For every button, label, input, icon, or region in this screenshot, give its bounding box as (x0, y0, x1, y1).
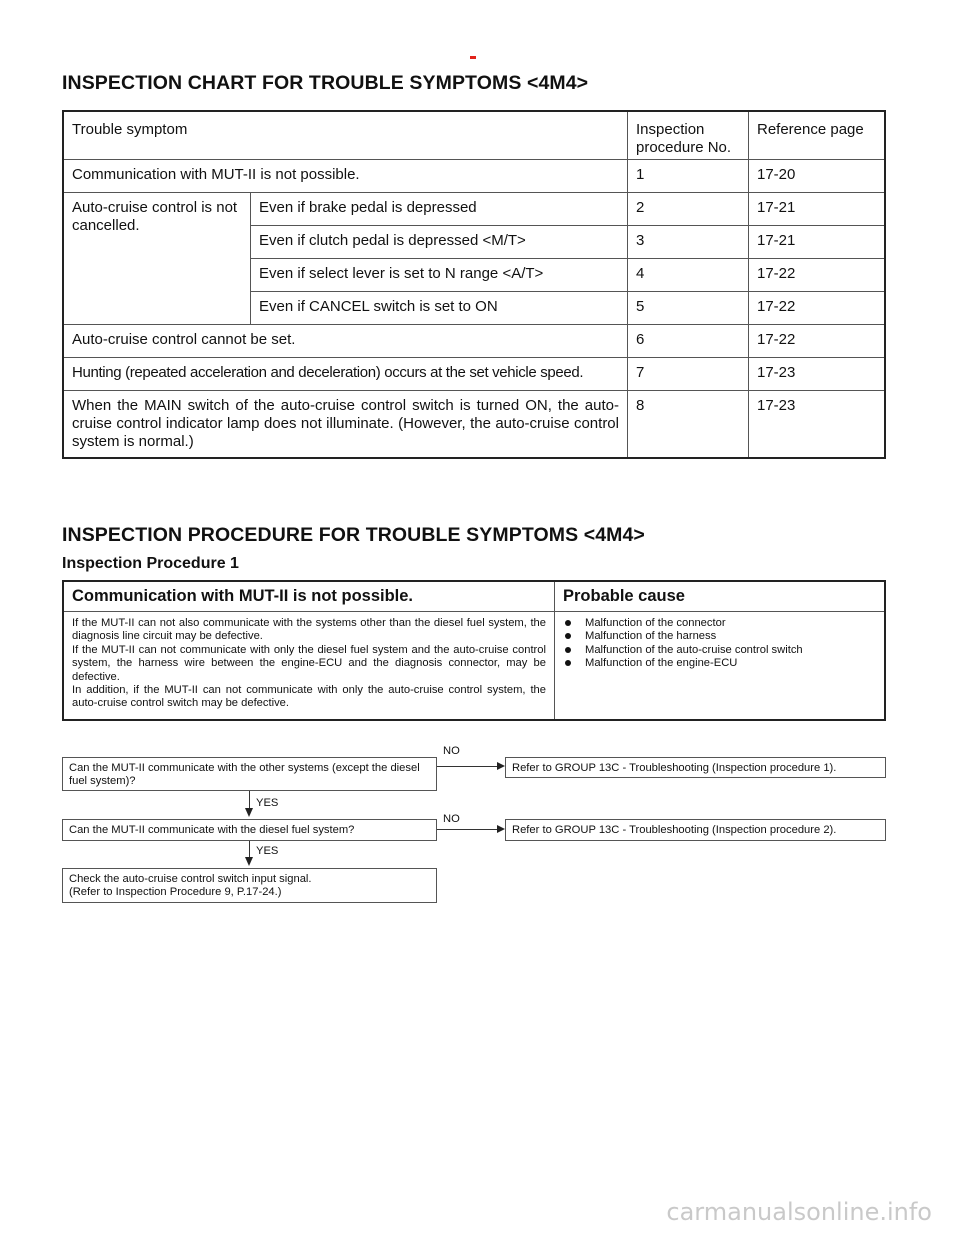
arrow-right-icon (497, 825, 505, 833)
header-reference-page: Reference page (749, 111, 886, 160)
procedure-no-cell: 6 (628, 325, 749, 358)
description-paragraph: If the MUT-II can not also communicate with the systems other than the diesel fuel system, the diagnosis line circuit may be defective. (72, 617, 546, 643)
symptom-cell: Even if select lever is set to N range <A/T> (251, 259, 628, 292)
table-row (63, 391, 885, 459)
symptom-cell: Even if CANCEL switch is set to ON (251, 292, 628, 325)
flow-no-label-2: NO (443, 813, 460, 825)
cause-item: Malfunction of the connector (563, 617, 876, 630)
cause-item: Malfunction of the harness (563, 630, 876, 643)
flow-connector-down-2 (249, 841, 250, 858)
flow-step-2: Can the MUT-II communicate with the diesel fuel system? (62, 819, 437, 841)
description-paragraph: In addition, if the MUT-II can not communicate with only the auto-cruise control system, the auto-cruise control switch may be defective. (72, 684, 546, 710)
procedure-no-cell: 3 (628, 226, 749, 259)
procedure-no-cell: 7 (628, 358, 749, 391)
procedure-no-cell: 8 (628, 391, 749, 459)
flow-result-1: Refer to GROUP 13C - Troubleshooting (Inspection procedure 1). (505, 757, 886, 778)
arrow-down-icon (245, 808, 253, 817)
symptom-group-cell: Auto-cruise control is not cancelled. (63, 193, 251, 325)
table-row (63, 160, 885, 193)
flow-step-3: Check the auto-cruise control switch input signal. (Refer to Inspection Procedure 9, P.17-24.) (62, 868, 437, 903)
symptom-cell: When the MAIN switch of the auto-cruise control switch is turned ON, the auto-cruise control indicator lamp does not illuminate. (However, the auto-cruise control system is normal.) (63, 391, 628, 459)
flow-yes-label-2: YES (256, 845, 279, 857)
reference-page-cell: 17-20 (749, 160, 886, 193)
symptom-cell: Auto-cruise control cannot be set. (63, 325, 628, 358)
subsection-title: Inspection Procedure 1 (62, 555, 239, 572)
flow-connector-2 (437, 829, 497, 830)
reference-page-cell: 17-22 (749, 292, 886, 325)
flow-yes-label-1: YES (256, 797, 279, 809)
description-paragraph: If the MUT-II can not communicate with only the diesel fuel system and the auto-cruise control system, the harness wire between the engine-ECU and the diagnosis connector, may be defective. (72, 643, 546, 683)
flow-connector-1 (437, 766, 497, 767)
procedure-no-cell: 1 (628, 160, 749, 193)
chart-header-row (63, 111, 885, 160)
reference-page-cell: 17-23 (749, 358, 886, 391)
section-title: INSPECTION PROCEDURE FOR TROUBLE SYMPTOMS <4M4> (62, 524, 645, 546)
procedure-table (62, 580, 886, 721)
cause-item: Malfunction of the auto-cruise control switch (563, 644, 876, 657)
cause-item: Malfunction of the engine-ECU (563, 657, 876, 670)
page-title: INSPECTION CHART FOR TROUBLE SYMPTOMS <4M4> (62, 72, 589, 94)
flow-no-label-1: NO (443, 745, 460, 757)
procedure-body-row (63, 612, 885, 720)
arrow-down-icon (245, 857, 253, 866)
top-marker (470, 56, 476, 59)
procedure-no-cell: 4 (628, 259, 749, 292)
table-row (63, 325, 885, 358)
procedure-symptom-heading: Communication with MUT-II is not possible. (63, 581, 555, 612)
header-procedure-no: Inspection procedure No. (628, 111, 749, 160)
procedure-no-cell: 5 (628, 292, 749, 325)
reference-page-cell: 17-21 (749, 193, 886, 226)
flow-result-2: Refer to GROUP 13C - Troubleshooting (Inspection procedure 2). (505, 819, 886, 841)
table-row (63, 358, 885, 391)
flow-connector-down-1 (249, 791, 250, 809)
probable-cause-list (555, 612, 886, 720)
probable-cause-heading: Probable cause (555, 581, 886, 612)
symptom-cell: Hunting (repeated acceleration and deceleration) occurs at the set vehicle speed. (63, 358, 628, 391)
symptom-cell: Even if brake pedal is depressed (251, 193, 628, 226)
watermark: carmanualsonline.info (666, 1198, 932, 1226)
trouble-symptom-chart (62, 110, 886, 459)
reference-page-cell: 17-22 (749, 259, 886, 292)
procedure-description (63, 612, 555, 720)
header-trouble-symptom: Trouble symptom (63, 111, 628, 160)
arrow-right-icon (497, 762, 505, 770)
table-row (63, 193, 885, 226)
reference-page-cell: 17-23 (749, 391, 886, 459)
reference-page-cell: 17-21 (749, 226, 886, 259)
symptom-cell: Even if clutch pedal is depressed <M/T> (251, 226, 628, 259)
symptom-cell: Communication with MUT-II is not possible. (63, 160, 628, 193)
procedure-header-row (63, 581, 885, 612)
reference-page-cell: 17-22 (749, 325, 886, 358)
procedure-no-cell: 2 (628, 193, 749, 226)
flow-step-1: Can the MUT-II communicate with the other systems (except the diesel fuel system)? (62, 757, 437, 791)
